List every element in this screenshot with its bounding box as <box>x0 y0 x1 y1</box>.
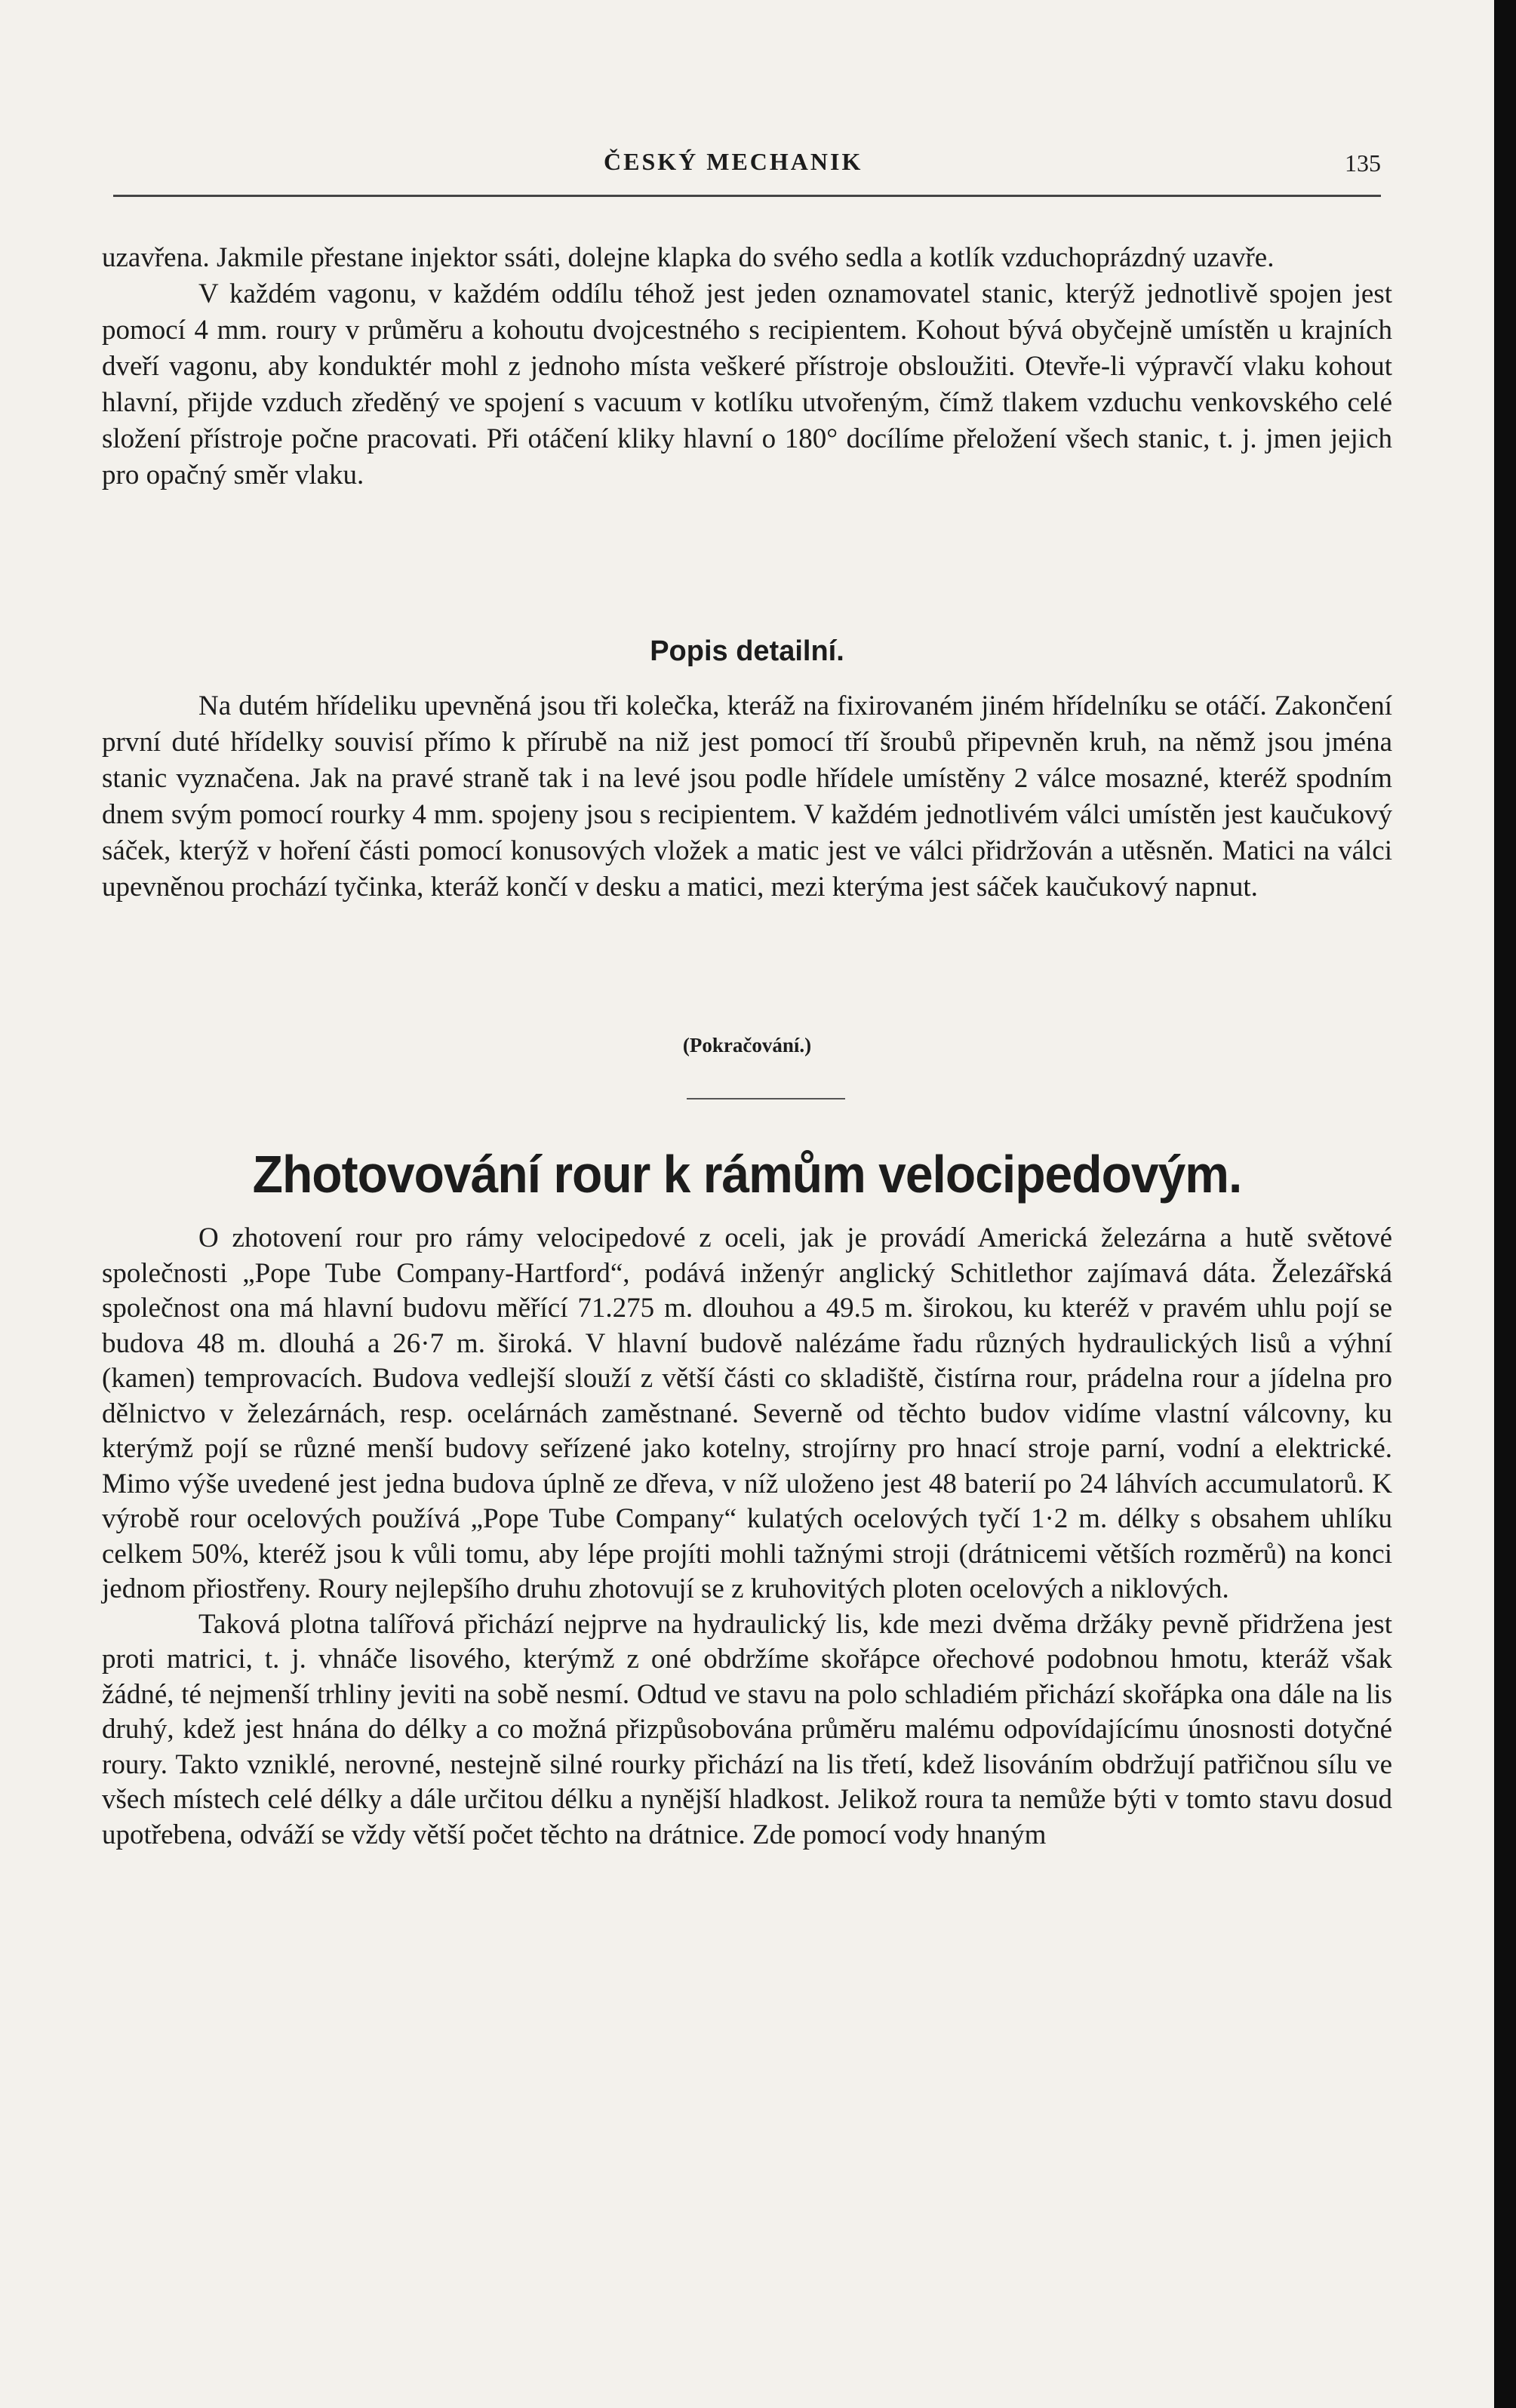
paragraph: Taková plotna talířová přichází nejprve na hydraulický lis, kde mezi dvěma držáky pevně přidržena jest proti matrici, t. j. vhnáče lisového, kterýmž z oné obdržíme skořápce ořechové podobnou hmotu, kteráž však žádné, té nejmenší trhliny jeviti na sobě nesmí. Odtud ve stavu na polo schladiém přichází skořápka ona dále na lis druhý, kdež jest hnána do délky a co možná přizpůsobována průměru malému odpovídajícímu únosnosti dotyčné roury. Takto vzniklé, nerovné, nestejně silné rourky přichází na lis třetí, kdež lisováním obdržují patřičnou sílu ve všech místech celé délky a dále určitou délku a nynější hladkost. Jelikož roura ta nemůže býti v tomto stavu dosud upotřebena, odváží se vždy větší počet těchto na drátnice. Zde pomocí vody hnaným <box>102 1608 1392 1850</box>
paragraph: O zhotovení rour pro rámy velocipedové z oceli, jak je provádí Americká železárna a hutě světové společnosti „Pope Tube Company-Hartford“, podává inženýr anglický Schitlethor zajímavá dáta. Železářská společnost ona má hlavní budovu měřící 71.275 m. dlouhou a 49.5 m. širokou, ku kteréž v pravém uhlu pojí se budova 48 m. dlouhá a 26·7 m. široká. V hlavní budově nalézáme řadu různých hydraulických lisů a výhní (kamen) temprovacích. Budova vedlejší slouží z větší části co skladiště, čistírna rour, prádelna rour a jídelna pro dělnictvo v železárnách, resp. ocelárnách zaměstnané. Severně od těchto budov vidíme vlastní válcovny, ku kterýmž pojí se různé menší budovy seřízené jako kotelny, strojírny pro hnací stroje parní, vodní a elektrické. Mimo výše uvedené jest jedna budova úplně ze dřeva, v níž uloženo jest 48 baterií po 24 láhvích accumulatorů. K výrobě rour ocelových používá „Pope Tube Company“ kulatých ocelových tyčí 1·2 m. délky s obsahem uhlíku celkem 50%, kteréž jsou k vůli tomu, aby lépe projíti mohli tažnými stroji (drátnicemi větších rozměrů) na konci jednom přiostřeny. Roury nejlepšího druhu zhotovují se z kruhovitých ploten ocelových a niklových. <box>102 1222 1392 1604</box>
detail-description-section <box>102 688 1392 906</box>
paragraph: Na dutém hřídeliku upevněná jsou tři kolečka, kteráž na fixirovaném jiném hřídelníku se otáčí. Zakončení první duté hřídelky souvisí přímo k přírubě na niž jest pomocí tří šroubů připevněn kruh, na němž jsou jména stanic vyznačena. Jak na pravé straně tak i na levé jsou podle hřídele umístěny 2 válce mosazné, kteréž spodním dnem svým pomocí rourky 4 mm. spojeny jsou s recipientem. V každém jednotlivém válci umístěn jest kaučukový sáček, kterýž v hoření části pomocí konusových vložek a matic jest ve válci přidržován a utěsněn. Matici na válci upevněnou prochází tyčinka, kteráž končí v desku a matici, mezi kterýma jest sáček kaučukový napnut. <box>102 690 1392 903</box>
section-heading: Popis detailní. <box>650 635 844 667</box>
page-number: 135 <box>1345 149 1381 177</box>
continued-text-section <box>102 240 1392 494</box>
paragraph: uzavřena. Jakmile přestane injektor ssáti, dolejne klapka do svého sedla a kotlík vzduchoprázdný uzavře. <box>102 242 1275 273</box>
page-header <box>113 148 1381 184</box>
section-divider <box>687 1098 845 1099</box>
header-rule <box>113 195 1381 197</box>
continuation-note: (Pokračování.) <box>682 1034 812 1056</box>
scan-border <box>1494 0 1516 2408</box>
running-title: ČESKÝ MECHANIK <box>604 148 863 175</box>
paragraph: V každém vagonu, v každém oddílu téhož jest jeden oznamovatel stanic, kterýž jednotlivě spojen jest pomocí 4 mm. roury v průměru a kohoutu dvojcestného s recipientem. Kohout bývá obyčejně umístěn u krajních dveří vagonu, aby konduktér mohl z jednoho místa veškeré přístroje obsloužiti. Otevře-li výpravčí vlaku kohout hlavní, přijde vzduch zředěný ve spojení s vacuum v kotlíku utvořeným, čímž tlakem vzduchu venkovského celé složení přístroje počne pracovati. Při otáčení kliky hlavní o 180° docílíme přeložení všech stanic, t. j. jmen jejich pro opačný směr vlaku. <box>102 278 1392 491</box>
article-body <box>102 1221 1392 1853</box>
article-title: Zhotovování rour k rámům velocipedovým. <box>252 1145 1242 1204</box>
